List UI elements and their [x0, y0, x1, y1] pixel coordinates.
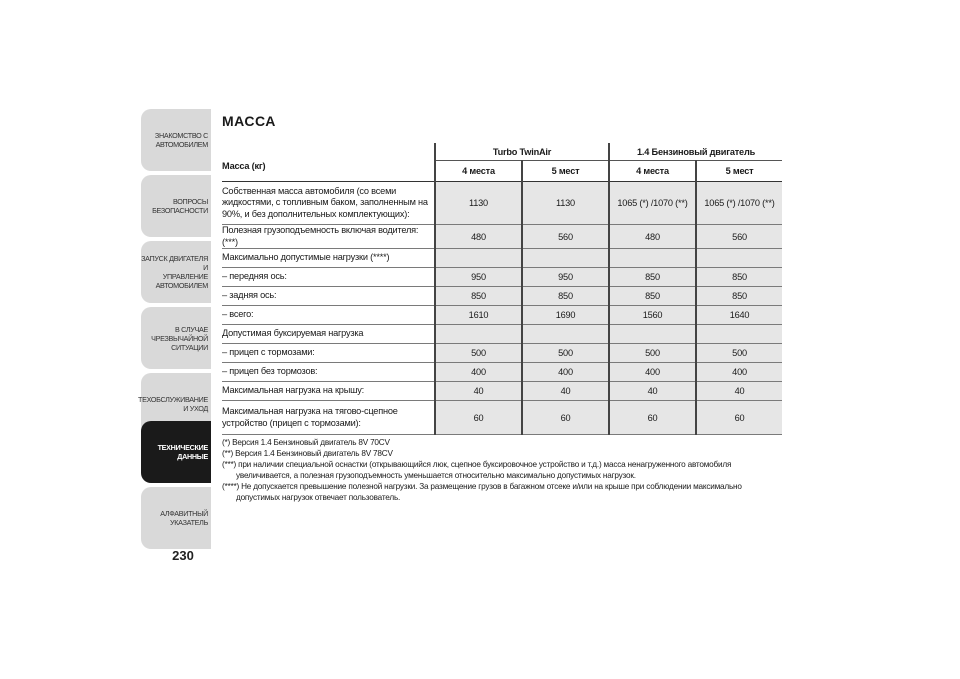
row-value: 60: [435, 401, 522, 435]
variant-header: 4 места: [435, 161, 522, 182]
tab-safety[interactable]: [141, 175, 211, 237]
row-value: [696, 325, 782, 344]
row-value: 1690: [522, 306, 609, 325]
table-row: [222, 268, 782, 287]
row-label: – прицеп с тормозами:: [222, 344, 435, 363]
row-value: 40: [609, 382, 696, 401]
row-value: 60: [609, 401, 696, 435]
row-value: [435, 325, 522, 344]
tab-label: ЗАПУСК ДВИГАТЕЛЯ И УПРАВЛЕНИЕ АВТОМОБИЛЕМ: [141, 254, 208, 290]
row-value: [522, 249, 609, 268]
tab-index[interactable]: [141, 487, 211, 549]
row-label: Максимальная нагрузка на тягово-сцепное устройство (прицеп с тормозами):: [222, 401, 435, 435]
table-row: [222, 182, 782, 225]
row-label: Максимальная нагрузка на крышу:: [222, 382, 435, 401]
tab-label: В СЛУЧАЕ ЧРЕЗВЫЧАЙНОЙ СИТУАЦИИ: [151, 324, 208, 352]
row-value: 400: [435, 363, 522, 382]
row-value: 500: [696, 344, 782, 363]
variant-header: 4 места: [609, 161, 696, 182]
table-row: [222, 306, 782, 325]
row-label: – всего:: [222, 306, 435, 325]
row-label: Полезная грузоподъемность включая водителя: (***): [222, 225, 435, 249]
row-value: 1130: [522, 182, 609, 225]
row-label: Собственная масса автомобиля (со всеми жидкостями, с топливным баком, заполненным на 90%, и без дополнительных комплектующих):: [222, 182, 435, 225]
row-value: 950: [522, 268, 609, 287]
tab-label: ЗНАКОМСТВО С АВТОМОБИЛЕМ: [154, 131, 208, 149]
row-label: – прицеп без тормозов:: [222, 363, 435, 382]
variant-header: 5 мест: [696, 161, 782, 182]
row-value: 40: [696, 382, 782, 401]
variant-header: 5 мест: [522, 161, 609, 182]
row-value: 400: [609, 363, 696, 382]
table-row: [222, 225, 782, 249]
corner-label-cell: [222, 143, 435, 161]
group-header-turbo: Turbo TwinAir: [435, 143, 609, 161]
table-row: [222, 363, 782, 382]
row-value: 950: [435, 268, 522, 287]
page-number: 230: [172, 548, 194, 563]
row-value: 60: [522, 401, 609, 435]
table-row: [222, 344, 782, 363]
row-value: 40: [522, 382, 609, 401]
row-value: 480: [609, 225, 696, 249]
row-value: [609, 325, 696, 344]
corner-label: Масса (кг): [222, 161, 435, 182]
row-value: 1065 (*) /1070 (**): [696, 182, 782, 225]
row-label: Максимально допустимые нагрузки (****): [222, 249, 435, 268]
footnote: (**) Версия 1.4 Бензиновый двигатель 8V 78CV: [222, 449, 393, 458]
footnote: (****) Не допускается превышение полезной нагрузки. За размещение грузов в багажном отсеке и/или на крыше при соблюдении максимально допустимых нагрузок отвечает пользователь.: [222, 482, 742, 502]
table-row: [222, 287, 782, 306]
row-value: 850: [609, 287, 696, 306]
row-value: 400: [696, 363, 782, 382]
row-value: 850: [609, 268, 696, 287]
page-title: МАССА: [222, 113, 276, 129]
row-value: 400: [522, 363, 609, 382]
row-value: 40: [435, 382, 522, 401]
footnote: (*) Версия 1.4 Бензиновый двигатель 8V 70CV: [222, 438, 390, 447]
row-value: 500: [522, 344, 609, 363]
tab-label: АЛФАВИТНЫЙ УКАЗАТЕЛЬ: [160, 509, 208, 527]
table-row: [222, 325, 782, 344]
mass-table: [222, 143, 782, 435]
row-value: 1065 (*) /1070 (**): [609, 182, 696, 225]
row-value: [435, 249, 522, 268]
tab-vehicle-intro[interactable]: [141, 109, 211, 171]
row-value: 1130: [435, 182, 522, 225]
row-value: 500: [435, 344, 522, 363]
row-value: 1640: [696, 306, 782, 325]
row-label: – передняя ось:: [222, 268, 435, 287]
tab-label: ТЕХОБСЛУЖИВАНИЕ И УХОД: [137, 395, 208, 413]
row-value: 850: [696, 287, 782, 306]
row-value: 560: [522, 225, 609, 249]
row-value: [696, 249, 782, 268]
row-value: [609, 249, 696, 268]
row-value: 850: [522, 287, 609, 306]
tab-label: ТЕХНИЧЕСКИЕ ДАННЫЕ: [157, 443, 208, 461]
row-value: [522, 325, 609, 344]
row-value: 480: [435, 225, 522, 249]
row-value: 60: [696, 401, 782, 435]
row-value: 850: [696, 268, 782, 287]
table-row: [222, 382, 782, 401]
tab-label: ВОПРОСЫ БЕЗОПАСНОСТИ: [152, 197, 208, 215]
row-value: 560: [696, 225, 782, 249]
row-value: 850: [435, 287, 522, 306]
table-row: [222, 249, 782, 268]
row-value: 1610: [435, 306, 522, 325]
tab-emergency[interactable]: [141, 307, 211, 369]
footnote: (***) при наличии специальной оснастки (открывающийся люк, сцепное буксировочное устройство и т.д.) масса ненагруженного автомобиля увеличивается, а полезная грузоподъемность уменьшается относительно максимально допустимых нагрузок.: [222, 460, 732, 480]
row-label: – задняя ось:: [222, 287, 435, 306]
row-value: 500: [609, 344, 696, 363]
footnotes: [222, 437, 782, 503]
row-value: 1560: [609, 306, 696, 325]
row-label: Допустимая буксируемая нагрузка: [222, 325, 435, 344]
tab-technical-data[interactable]: [141, 421, 211, 483]
tab-starting-driving[interactable]: [141, 241, 211, 303]
table-row: [222, 401, 782, 435]
group-header-petrol: 1.4 Бензиновый двигатель: [609, 143, 782, 161]
